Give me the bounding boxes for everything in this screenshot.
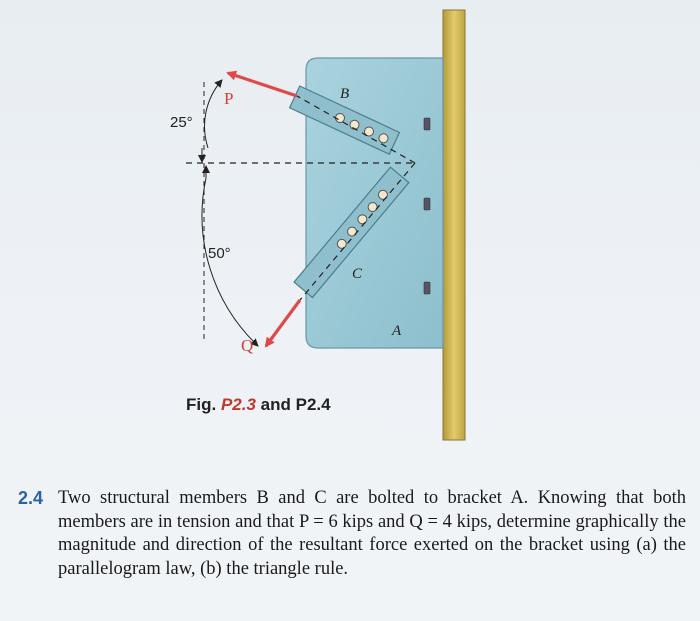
angle-arc-p bbox=[205, 80, 222, 148]
force-q-arrow bbox=[266, 300, 300, 346]
figure-caption bbox=[186, 395, 331, 415]
caption-suffix: and P2.4 bbox=[260, 395, 331, 414]
angle-arc-q bbox=[202, 178, 258, 346]
caption-prefix: Fig. bbox=[186, 395, 217, 414]
problem-text: Two structural members B and C are bolted to bracket A. Knowing that both members are in tension and that P = 6 kips and Q = 4 kips, determine graphically the magnitude and direction of the resultant force exerted on the bracket using (a) the parallelogram law, (b) the triangle rule. bbox=[58, 488, 686, 579]
wall bbox=[443, 10, 465, 440]
label-a: A bbox=[392, 323, 402, 339]
caption-fig-number: P2.3 bbox=[220, 395, 256, 414]
force-p-arrow bbox=[228, 73, 297, 96]
label-b: B bbox=[340, 86, 350, 102]
problem-number: 2.4 bbox=[18, 488, 44, 508]
problem-2-4 bbox=[18, 487, 686, 581]
angle-label-q: 50° bbox=[208, 245, 231, 262]
angle-label-p: 25° bbox=[170, 114, 193, 131]
label-q: Q bbox=[241, 336, 254, 355]
label-c: C bbox=[352, 266, 363, 282]
label-p: P bbox=[224, 89, 234, 108]
